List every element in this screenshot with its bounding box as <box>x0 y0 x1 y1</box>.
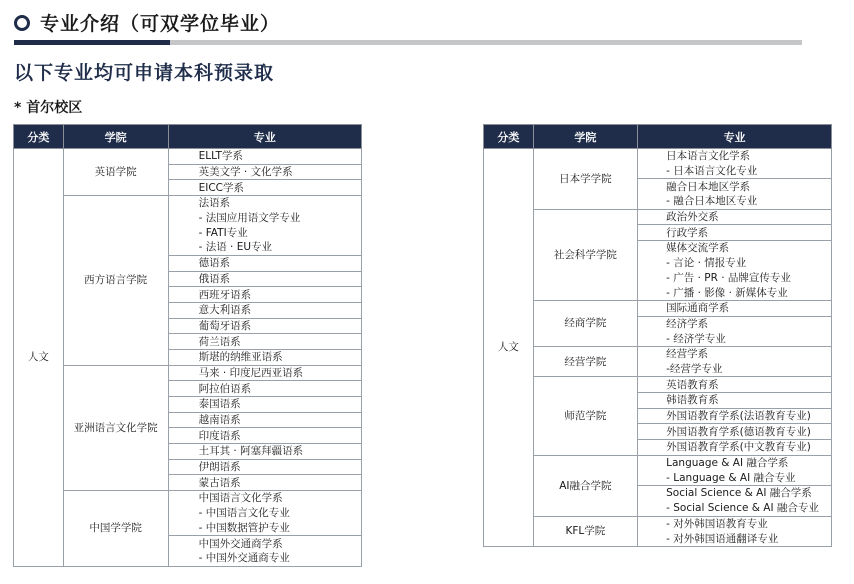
major-line: - Social Science & AI 融合专业 <box>638 501 832 516</box>
major-line: 媒体交流学系 <box>638 241 832 256</box>
major-line: - 日本语言文化专业 <box>638 164 832 179</box>
college-cell: 中国学学院 <box>63 491 168 566</box>
college-cell: 亚洲语言文化学院 <box>63 365 168 491</box>
table-row <box>14 365 362 381</box>
college-cell: 经营学院 <box>533 346 637 376</box>
table-row <box>14 196 362 211</box>
major-line: 英语教育系 <box>638 377 832 393</box>
major-line: ELLT学系 <box>168 149 361 165</box>
college-cell: 师范学院 <box>533 377 637 455</box>
major-line: 葡萄牙语系 <box>168 318 361 334</box>
college-cell: KFL学院 <box>533 516 637 546</box>
major-line: 西班牙语系 <box>168 287 361 303</box>
table-row <box>484 209 832 225</box>
major-line: - 融合日本地区专业 <box>638 194 832 209</box>
major-line: 斯堪的纳维亚语系 <box>168 349 361 365</box>
section-header <box>14 9 280 36</box>
major-line: 印度语系 <box>168 428 361 444</box>
major-line: 蒙古语系 <box>168 475 361 491</box>
major-line: - 言论 · 情报专业 <box>638 256 832 271</box>
major-line: 荷兰语系 <box>168 334 361 350</box>
major-line: 经营学系 <box>638 346 832 361</box>
major-line: - Language & AI 融合专业 <box>638 470 832 485</box>
table-row <box>484 300 832 316</box>
table-row <box>14 491 362 506</box>
major-line: 意大利语系 <box>168 302 361 318</box>
major-line: - 中国语言文化专业 <box>168 506 361 521</box>
major-line: 法语系 <box>168 196 361 211</box>
header-category: 分类 <box>14 125 64 149</box>
header-major: 专业 <box>168 125 361 149</box>
major-line: 中国语言文化学系 <box>168 491 361 506</box>
major-line: 伊朗语系 <box>168 459 361 475</box>
table-body-right <box>484 149 832 547</box>
header-college: 学院 <box>533 125 637 149</box>
majors-table-right <box>483 124 832 547</box>
college-cell: 日本学学院 <box>533 149 637 210</box>
major-line: - 对外韩国语教育专业 <box>638 516 832 531</box>
table-row <box>484 455 832 470</box>
header-category: 分类 <box>484 125 534 149</box>
major-line: - FATI专业 <box>168 225 361 240</box>
major-line: 外国语教育学系(法语教育专业) <box>638 408 832 424</box>
major-line: 泰国语系 <box>168 397 361 413</box>
table-body-left <box>14 149 362 567</box>
table-row <box>484 149 832 164</box>
college-cell: 社会科学学院 <box>533 209 637 300</box>
category-cell: 人文 <box>484 149 534 547</box>
major-line: - 经济学专业 <box>638 331 832 346</box>
major-line: 政治外交系 <box>638 209 832 225</box>
table-row <box>484 346 832 361</box>
majors-table-left <box>13 124 362 567</box>
major-line: Social Science & AI 融合学系 <box>638 486 832 501</box>
college-cell: AI融合学院 <box>533 455 637 516</box>
major-line: - 广播 · 影像 · 新媒体专业 <box>638 285 832 300</box>
major-line: - 中国数据管护专业 <box>168 521 361 536</box>
major-line: 行政学系 <box>638 225 832 241</box>
header-college: 学院 <box>63 125 168 149</box>
table-row <box>484 377 832 393</box>
major-line: 马来 · 印度尼西亚语系 <box>168 365 361 381</box>
table-row <box>14 149 362 165</box>
major-line: - 广告 · PR · 品牌宣传专业 <box>638 271 832 286</box>
major-line: - 法国应用语文学专业 <box>168 211 361 226</box>
major-line: 阿拉伯语系 <box>168 381 361 397</box>
major-line: 土耳其 · 阿塞拜疆语系 <box>168 444 361 460</box>
college-cell: 英语学院 <box>63 149 168 196</box>
major-line: 经济学系 <box>638 316 832 331</box>
college-cell: 经商学院 <box>533 300 637 346</box>
major-line: 国际通商学系 <box>638 300 832 316</box>
campus-label: * 首尔校区 <box>14 100 83 116</box>
major-line: 融合日本地区学系 <box>638 179 832 194</box>
header-major: 专业 <box>638 125 832 149</box>
major-line: 德语系 <box>168 255 361 271</box>
major-line: 日本语言文化学系 <box>638 149 832 164</box>
major-line: 韩语教育系 <box>638 393 832 409</box>
major-line: - 法语 · EU专业 <box>168 240 361 255</box>
major-line: 越南语系 <box>168 412 361 428</box>
table-header-row <box>484 125 832 149</box>
title-underline-accent <box>14 40 170 45</box>
major-line: - 对外韩国语通翻译专业 <box>638 531 832 546</box>
table-row <box>484 516 832 531</box>
page-subtitle: 以下专业均可申请本科预录取 <box>14 62 275 84</box>
major-line: - 中国外交通商专业 <box>168 551 361 566</box>
major-line: 俄语系 <box>168 271 361 287</box>
major-line: 外国语教育学系(德语教育专业) <box>638 424 832 440</box>
circle-bullet-icon <box>14 15 30 31</box>
category-cell: 人文 <box>14 149 64 567</box>
major-line: Language & AI 融合学系 <box>638 455 832 470</box>
major-line: -经营学专业 <box>638 362 832 377</box>
college-cell: 西方语言学院 <box>63 196 168 366</box>
table-header-row <box>14 125 362 149</box>
major-line: 英美文学 · 文化学系 <box>168 164 361 180</box>
section-title: 专业介绍（可双学位毕业） <box>40 13 281 35</box>
major-line: 中国外交通商学系 <box>168 536 361 551</box>
major-line: 外国语教育学系(中文教育专业) <box>638 440 832 456</box>
major-line: EICC学系 <box>168 180 361 196</box>
